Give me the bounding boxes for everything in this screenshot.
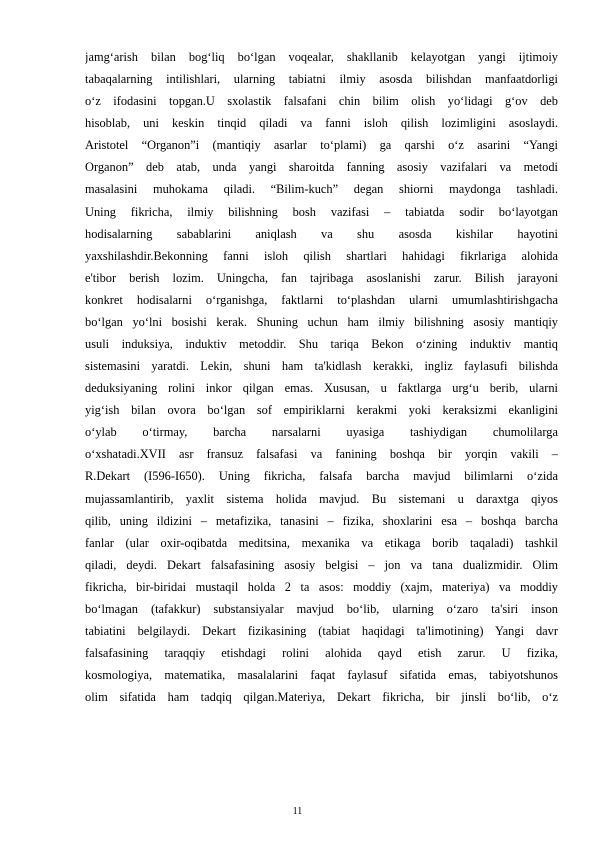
text-line: qilib, uning ildizini – metafizika, tanasini – fizika, shoxlarini esa – boshqa barcha <box>85 513 558 528</box>
text-line: qiladi, deydi. Dekart falsafasining asosiy belgisi – jon va tana dualizmidir. Olim <box>85 557 558 572</box>
text-line: olim sifatida ham tadqiq qilgan.Materiya, Dekart fikricha, bir jinsli bo‘lib, o‘z <box>85 690 558 705</box>
text-line: usuli induksiya, induktiv metoddir. Shu tariqa Bekon o‘zining induktiv mantiq <box>85 337 558 352</box>
text-line: sistemasini yaratdi. Lekin, shuni ham ta'kidlash kerakki, ingliz faylasufi bilishda <box>85 359 558 374</box>
text-line: bo‘lmagan (tafakkur) substansiyalar mavjud bo‘lib, ularning o‘zaro ta'siri inson <box>85 601 558 616</box>
text-line: tabaqalarning intilishlari, ularning tabiatni ilmiy asosda bilishdan manfaatdorligi <box>85 72 558 87</box>
text-line: bo‘lgan yo‘lni bosishi kerak. Shuning uchun ham ilmiy bilishning asosiy mantiqiy <box>85 314 558 329</box>
text-line: o‘z ifodasini topgan.U sxolastik falsafani chin bilim olish yo‘lidagi g‘ov deb <box>85 94 558 109</box>
text-line: e'tibor berish lozim. Uningcha, fan tajribaga asoslanishi zarur. Bilish jarayoni <box>85 270 558 285</box>
text-line: hisoblab, uni keskin tinqid qiladi va fanni isloh qilish lozimligini asoslaydi. <box>85 116 558 131</box>
text-line: fanlar (ular oxir-oqibatda meditsina, mexanika va etikaga borib taqaladi) tashkil <box>85 535 558 550</box>
text-line: Aristotel “Organon”i (mantiqiy asarlar to‘plami) ga qarshi o‘z asarini “Yangi <box>85 138 558 153</box>
text-line: kosmologiya, matematika, masalalarini faqat faylasuf sifatida emas, tabiyotshunos <box>85 668 558 683</box>
text-line: falsafasining taraqqiy etishdagi rolini alohida qayd etish zarur. U fizika, <box>85 646 558 661</box>
text-line: jamg‘arish bilan bog‘liq bo‘lgan voqealar, shakllanib kelayotgan yangi ijtimoiy <box>85 50 558 64</box>
text-line: R.Dekart (I596-I650). Uning fikricha, falsafa barcha mavjud bilimlarni o‘zida <box>85 469 558 484</box>
body-text <box>85 46 558 708</box>
text-line: konkret hodisalarni o‘rganishga, faktlarni to‘plashdan ularni umumlashtirishgacha <box>85 292 558 307</box>
text-line: yig‘ish bilan ovora bo‘lgan sof empiriklarni kerakmi yoki keraksizmi ekanligini <box>85 403 558 418</box>
text-line: Organon” deb atab, unda yangi sharoitda fanning asosiy vazifalari va metodi <box>85 160 558 175</box>
text-line: tabiatini belgilaydi. Dekart fizikasining (tabiat haqidagi ta'limotining) Yangi davr <box>85 624 558 639</box>
text-line: mujassamlantirib, yaxlit sistema holida mavjud. Bu sistemani u daraxtga qiyos <box>85 491 558 506</box>
text-line: masalasini muhokama qiladi. “Bilim-kuch” degan shiorni maydonga tashladi. <box>85 182 558 197</box>
text-line: o‘xshatadi.XVII asr fransuz falsafasi va fanining boshqa bir yorqin vakili – <box>85 447 558 462</box>
text-line: Uning fikricha, ilmiy bilishning bosh vazifasi – tabiatda sodir bo‘layotgan <box>85 204 558 219</box>
page-number: 11 <box>292 806 303 817</box>
text-line: o‘ylab o‘tirmay, barcha narsalarni uyasiga tashiydigan chumolilarga <box>85 425 558 440</box>
text-line: hodisalarning sabablarini aniqlash va shu asosda kishilar hayotini <box>85 226 558 241</box>
text-line: deduksiyaning rolini inkor qilgan emas. Xususan, u faktlarga urg‘u berib, ularni <box>85 381 558 396</box>
text-line: fikricha, bir-biridai mustaqil holda 2 ta asos: moddiy (xajm, materiya) va moddiy <box>85 579 558 594</box>
text-line: yaxshilashdir.Bekonning fanni isloh qilish shartlari hahidagi fikrlariga alohida <box>85 248 558 263</box>
